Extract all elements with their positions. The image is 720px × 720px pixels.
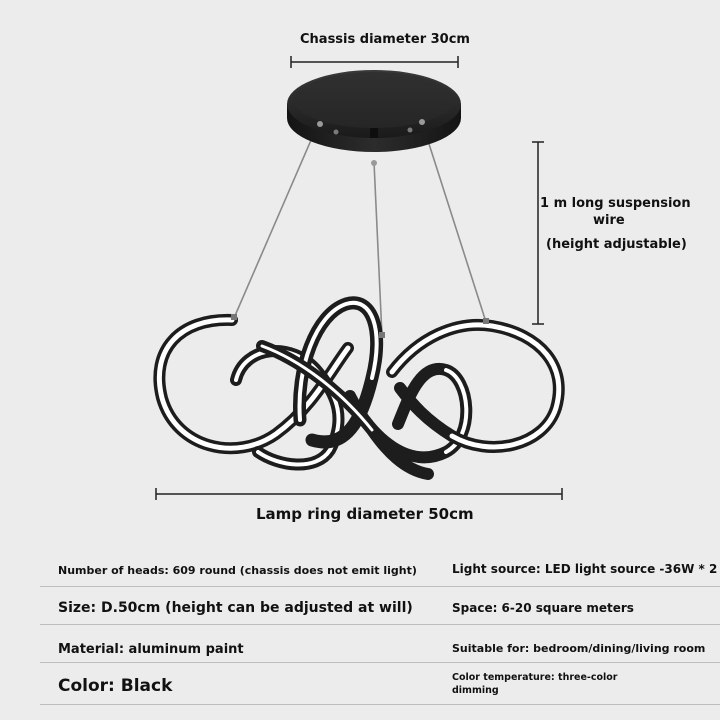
chassis-dimension-line xyxy=(291,56,458,68)
wire-length-label-line1: 1 m long suspension xyxy=(540,196,691,211)
spec-light-source: Light source: LED light source -36W * 2 xyxy=(452,562,718,576)
wire-length-label-line2: wire xyxy=(593,213,625,228)
ring-dimension-line xyxy=(156,488,562,500)
spec-space: Space: 6-20 square meters xyxy=(452,601,634,615)
spec-material: Material: aluminum paint xyxy=(58,642,244,657)
spec-color-temperature-line1: Color temperature: three-color xyxy=(452,672,618,683)
spec-color-temperature-line2: dimming xyxy=(452,685,499,696)
spec-color: Color: Black xyxy=(58,676,173,696)
lamp-ring xyxy=(159,303,558,474)
chassis-diameter-label: Chassis diameter 30cm xyxy=(300,32,470,47)
ring-diameter-label: Lamp ring diameter 50cm xyxy=(256,505,474,523)
wire-dimension-line xyxy=(532,142,544,324)
wire-adjustable-label: (height adjustable) xyxy=(546,237,687,252)
chassis xyxy=(287,70,461,166)
spec-size: Size: D.50cm (height can be adjusted at will) xyxy=(58,600,413,616)
spec-suitable: Suitable for: bedroom/dining/living room xyxy=(452,642,706,655)
spec-heads: Number of heads: 609 round (chassis does not emit light) xyxy=(58,564,417,577)
